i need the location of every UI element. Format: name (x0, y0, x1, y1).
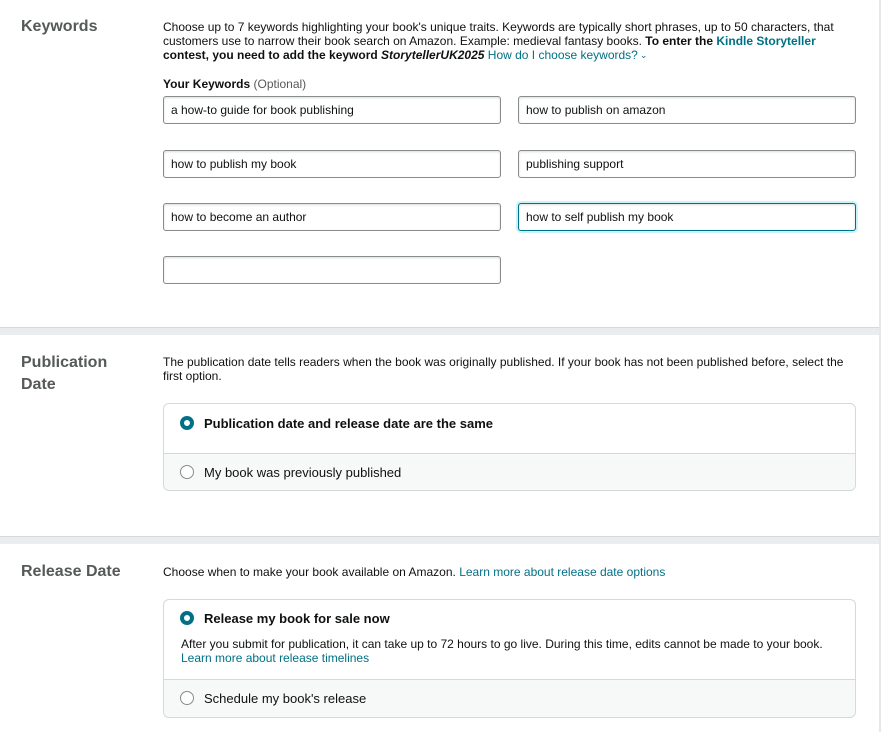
release-date-desc-text: Choose when to make your book available on Amazon. (163, 565, 456, 579)
section-divider (0, 327, 879, 335)
schedule-release-label: Schedule my book's release (204, 691, 367, 706)
keywords-contest-text: To enter the (645, 34, 714, 48)
publication-date-section (0, 335, 879, 536)
keyword-input-6[interactable] (518, 203, 856, 231)
publication-date-title-line2: Date (21, 376, 56, 393)
keywords-title: Keywords (21, 18, 98, 35)
your-keywords-label (163, 77, 306, 91)
publication-same-option[interactable] (164, 404, 855, 453)
chevron-down-icon: ⌄ (639, 50, 648, 60)
release-date-section (0, 544, 879, 732)
keywords-section (0, 0, 879, 327)
release-now-details-text: After you submit for publication, it can take up to 72 hours to go live. During this time, edits cannot be made to your book. (181, 637, 823, 651)
publication-date-description: The publication date tells readers when the book was originally published. If your book has not been published before, select the first option. (163, 355, 844, 383)
schedule-release-option[interactable] (164, 679, 855, 717)
release-date-options (163, 599, 856, 718)
keywords-desc-text: Choose up to 7 keywords highlighting your book's unique traits. Keywords are typically short phrases, up to 50 characters, that customers use to narrow their book search on Amazon. Example: medieval fantasy books. (163, 20, 834, 48)
radio-unselected-icon[interactable] (180, 691, 194, 705)
publication-date-options (163, 403, 856, 491)
release-now-label: Release my book for sale now (204, 611, 390, 626)
kindle-storyteller-link[interactable]: Kindle Storyteller (716, 34, 816, 48)
release-date-title: Release Date (21, 563, 121, 580)
contest-keyword: StorytellerUK2025 (381, 48, 485, 62)
release-date-description (163, 565, 858, 579)
keywords-description (163, 20, 858, 62)
keyword-input-2[interactable] (518, 96, 856, 124)
radio-selected-icon[interactable] (180, 416, 194, 430)
optional-text: (Optional) (253, 77, 307, 91)
keyword-input-3[interactable] (163, 150, 501, 178)
keyword-input-4[interactable] (518, 150, 856, 178)
publication-date-title (21, 352, 107, 396)
section-divider (0, 536, 879, 544)
previously-published-label: My book was previously published (204, 465, 402, 480)
release-date-options-link[interactable]: Learn more about release date options (459, 565, 666, 579)
radio-unselected-icon[interactable] (180, 465, 194, 479)
keywords-contest-text-2: contest, you need to add the keyword (163, 48, 378, 62)
release-timelines-link[interactable]: Learn more about release timelines (181, 651, 370, 665)
choose-keywords-help-link[interactable]: How do I choose keywords? ⌄ (487, 48, 648, 62)
publication-same-label: Publication date and release date are the same (204, 416, 494, 431)
previously-published-option[interactable] (164, 453, 855, 490)
keyword-input-1[interactable] (163, 96, 501, 124)
release-now-details (181, 637, 855, 665)
release-now-option[interactable] (164, 600, 855, 679)
your-keywords-label-text: Your Keywords (163, 77, 251, 91)
keyword-input-5[interactable] (163, 203, 501, 231)
publication-date-title-line1: Publication (21, 354, 108, 371)
radio-selected-icon[interactable] (180, 611, 194, 625)
keyword-input-7[interactable] (163, 256, 501, 284)
